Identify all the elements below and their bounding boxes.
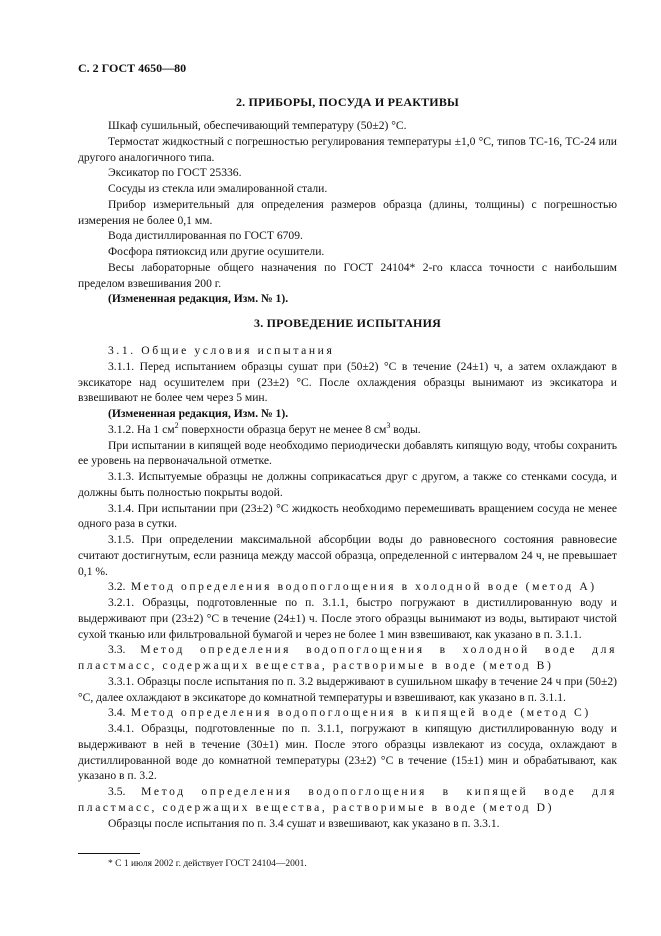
paragraph: Шкаф сушильный, обеспечивающий температуру (50±2) °С.	[108, 119, 407, 132]
section-3-title: 3. ПРОВЕДЕНИЕ ИСПЫТАНИЯ	[254, 316, 441, 330]
section-number: 3.3.	[108, 643, 126, 657]
paragraph: 3.1.4. При испытании при (23±2) °С жидкость необходимо перемешивать вращением сосуда не менее одного раза в сутки.	[78, 501, 617, 531]
paragraph: 3.1.1. Перед испытанием образцы сушат при (50±2) °С в течение (24±1) ч, а затем охлаждают в эксикаторе над осушителем при (23±2) °С. После охлаждения образцы вынимают из эксикатора и взвешивают не более чем через 5 мин.	[78, 359, 617, 405]
subsection-heading	[78, 579, 617, 595]
heading-text: Метод определения водопоглощения в холодной воде (метод А)	[130, 580, 597, 594]
paragraph: Образцы после испытания по п. 3.4 сушат и взвешивают, как указано в п. 3.3.1.	[108, 816, 500, 830]
paragraph	[78, 422, 617, 438]
page-header: С. 2 ГОСТ 4650—80	[78, 61, 187, 75]
superscript: 2	[174, 420, 179, 430]
paragraph: 3.4.1. Образцы, подготовленные по п. 3.1.1, погружают в кипящую дистиллированную воду и выдерживают в ней в течение (30±1) мин. После этого образцы извлекают из сосуда, охлаждают в дистиллированной воде до комнатной температуры (23±2) °С в течение (15±1) мин и обрабатывают, как указано в п. 3.2.	[78, 722, 617, 783]
heading-text: Метод определения водопоглощения в холодной воде для пластмасс, содержащих вещества, растворимые в воде (метод В)	[78, 643, 617, 672]
paragraph: 3.1.3. Испытуемые образцы не должны соприкасаться друг с другом, а также со стенками сосуда, и должны быть полностью покрыты водой.	[78, 470, 617, 499]
paragraph: 3.2.1. Образцы, подготовленные по п. 3.1.1, быстро погружают в дистиллированную воду и выдерживают при (23±2) °С в течение (24±1) ч. После этого образцы вынимают из воды, вытирают чистой сухой тканью или фильтровальной бумагой и через не более 1 мин взвешивают, как указано в п. 3.1.1.	[78, 596, 617, 641]
paragraph: Эксикатор по ГОСТ 25336.	[108, 166, 242, 180]
heading-text: Метод определения водопоглощения в кипящей воде для пластмасс, содержащих вещества, растворимые в воде (метод D)	[78, 785, 617, 814]
paragraph: При испытании в кипящей воде необходимо периодически добавлять кипящую воду, чтобы сохранить ее уровень на первоначальной отметке.	[78, 438, 617, 468]
text: воды.	[390, 422, 421, 436]
paragraph: Прибор измерительный для определения размеров образца (длины, толщины) с погрешностью измерения не более 0,1 мм.	[78, 197, 617, 227]
subsection-heading: 3.1. Общие условия испытания	[108, 344, 335, 357]
document-body	[78, 94, 617, 870]
paragraph: Фосфора пятиоксид или другие осушители.	[108, 245, 325, 258]
text: поверхности образца берут не менее 8 см	[178, 422, 387, 436]
footnote: * С 1 июля 2002 г. действует ГОСТ 24104—2001.	[108, 859, 307, 870]
paragraph: 3.1.5. При определении максимальной абсорбции воды до равновесного состояния равновесие считают достигнутым, если разница между массой образца, определенной с интервалом 24 ч, не превышает 0,1 %.	[78, 533, 617, 578]
paragraph: Сосуды из стекла или эмалированной стали.	[108, 182, 328, 195]
subsection-heading	[78, 784, 617, 816]
text: 3.1.2. На 1 см	[108, 422, 175, 436]
paragraph: Вода дистиллированная по ГОСТ 6709.	[108, 229, 303, 243]
paragraph: Термостат жидкостный с погрешностью регулирования температуры ±1,0 °С, типов ТС-16, ТС-24 или другого аналогичного типа.	[78, 134, 617, 164]
section-2-title: 2. ПРИБОРЫ, ПОСУДА И РЕАКТИВЫ	[235, 95, 460, 109]
section-number: 3.2.	[108, 580, 126, 594]
section-number: 3.5.	[108, 785, 126, 798]
section-number: 3.4.	[108, 706, 126, 720]
paragraph: 3.3.1. Образцы после испытания по п. 3.2 выдерживают в сушильном шкафу в течение 24 ч при (50±2) °С, далее охлаждают в эксикаторе до комнатной температуры и взвешивают, как указано в п. 3.1.1.	[78, 674, 617, 704]
superscript: 3	[386, 420, 391, 430]
amendment-note: (Измененная редакция, Изм. № 1).	[108, 407, 289, 420]
subsection-heading	[78, 642, 617, 674]
amendment-note: (Измененная редакция, Изм. № 1).	[108, 292, 289, 306]
heading-text: Метод определения водопоглощения в кипящей воде (метод С)	[130, 706, 591, 720]
subsection-heading	[78, 705, 617, 721]
paragraph: Весы лабораторные общего назначения по ГОСТ 24104* 2-го класса точности с наибольшим пределом взвешивания 200 г.	[78, 260, 617, 290]
footnote-divider	[78, 853, 140, 854]
